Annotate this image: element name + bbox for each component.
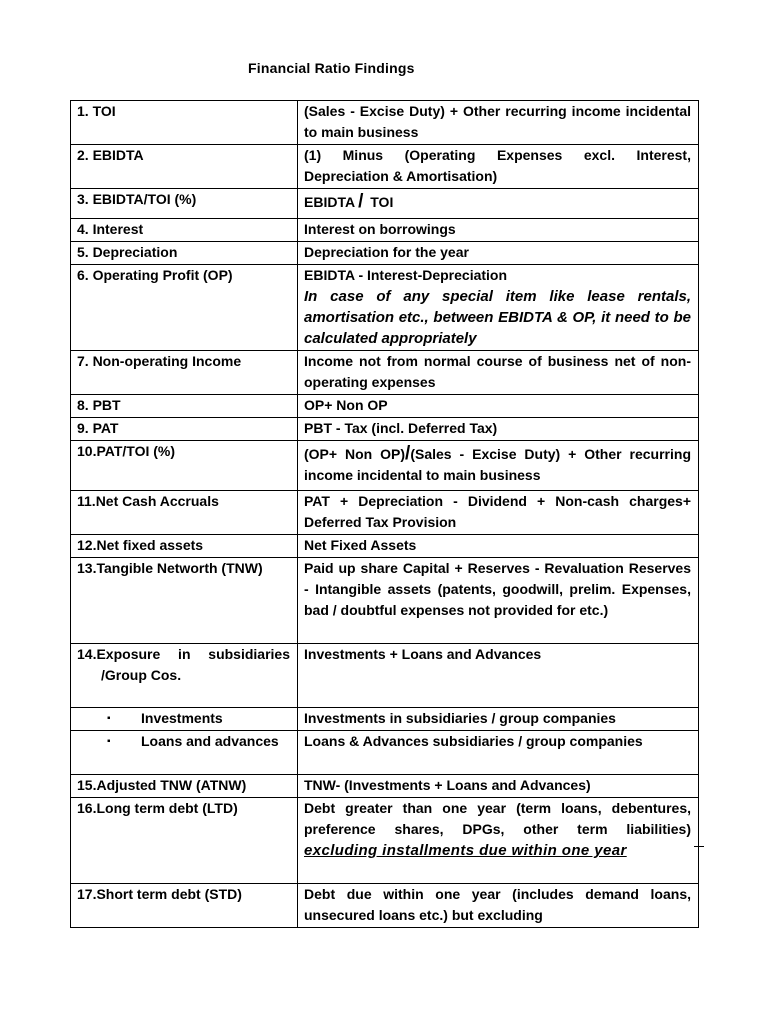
formula-denominator: TOI <box>370 194 394 210</box>
table-row <box>71 145 699 189</box>
term-cell <box>71 731 298 775</box>
term-cell <box>71 418 298 441</box>
definition-text: Paid up share Capital + Reserves - Revaluation Reserves - Intangible assets (patents, goodwill, prelim. Expenses, bad / doubtful expenses not provided for etc.) <box>304 560 691 618</box>
term-label: 1. TOI <box>77 103 116 119</box>
term-cell <box>71 101 298 145</box>
formula <box>304 189 393 213</box>
table-row <box>71 558 699 644</box>
definition-text: Debt greater than one year (term loans, debentures, preference shares, DPGs, other term liabilities) <box>304 800 691 837</box>
definition-cell <box>298 884 699 928</box>
square-bullet-icon: ▪ <box>107 736 111 747</box>
table-row <box>71 798 699 884</box>
term-cell <box>71 535 298 558</box>
term-cell <box>71 189 298 219</box>
stray-mark <box>694 846 704 847</box>
definition-cell <box>298 798 699 884</box>
definition-text: OP+ Non OP <box>304 397 388 413</box>
table-row <box>71 242 699 265</box>
divide-slash: / <box>358 191 364 212</box>
term-label: 9. PAT <box>77 420 119 436</box>
definition-cell <box>298 418 699 441</box>
page-title: Financial Ratio Findings <box>248 60 415 76</box>
table-row <box>71 731 699 775</box>
term-label: 3. EBIDTA/TOI (%) <box>77 191 197 207</box>
term-cell <box>71 441 298 491</box>
definition-text: PAT + Depreciation - Dividend + Non-cash charges+ Deferred Tax Provision <box>304 493 691 530</box>
definition-text: PBT - Tax (incl. Deferred Tax) <box>304 420 498 436</box>
formula-numerator: (OP+ Non OP) <box>304 446 406 462</box>
definition-text: Depreciation for the year <box>304 244 469 260</box>
definition-text: Investments in subsidiaries / group companies <box>304 710 616 726</box>
term-cell <box>71 798 298 884</box>
definition-text: Debt due within one year (includes demand loans, unsecured loans etc.) but excluding <box>304 886 691 923</box>
term-cell <box>71 708 298 731</box>
term-label: 4. Interest <box>77 221 144 237</box>
term-label: 7. Non-operating Income <box>77 353 242 369</box>
term-cell <box>71 395 298 418</box>
term-label: 2. EBIDTA <box>77 147 144 163</box>
table-row <box>71 418 699 441</box>
definition-text: EBIDTA - Interest-Depreciation <box>304 267 508 283</box>
sub-item <box>77 708 290 729</box>
term-cell <box>71 644 298 708</box>
table-row <box>71 884 699 928</box>
table-row <box>71 189 699 219</box>
definition-cell <box>298 731 699 775</box>
definition-cell <box>298 219 699 242</box>
formula-numerator: EBIDTA <box>304 194 356 210</box>
table-row <box>71 351 699 395</box>
definition-text: Loans & Advances subsidiaries / group companies <box>304 733 643 749</box>
table-row <box>71 265 699 351</box>
term-cell <box>71 558 298 644</box>
table-row <box>71 441 699 491</box>
definition-cell <box>298 535 699 558</box>
definition-text: Investments + Loans and Advances <box>304 646 542 662</box>
square-bullet-icon: ▪ <box>107 713 111 724</box>
definition-note: In case of any special item like lease rentals, amortisation etc., between EBIDTA & OP, it need to be calculated appropriately <box>304 288 691 347</box>
definition-emphasis: excluding installments due within one year <box>304 842 627 859</box>
table-row <box>71 101 699 145</box>
definition-text: (Sales - Excise Duty) + Other recurring income incidental to main business <box>304 103 691 140</box>
table-row <box>71 219 699 242</box>
term-label: 13.Tangible Networth (TNW) <box>77 560 263 576</box>
definition-cell <box>298 644 699 708</box>
definition-cell <box>298 145 699 189</box>
definition-cell <box>298 708 699 731</box>
definition-text: (1) Minus (Operating Expenses excl. Interest, Depreciation & Amortisation) <box>304 147 691 184</box>
term-label: Loans and advances <box>141 733 279 749</box>
definition-text: Interest on borrowings <box>304 221 456 237</box>
term-label: 8. PBT <box>77 397 121 413</box>
term-cell <box>71 265 298 351</box>
sub-item <box>77 731 290 752</box>
definition-cell <box>298 101 699 145</box>
definition-cell <box>298 441 699 491</box>
divide-slash: / <box>405 443 411 464</box>
definition-cell <box>298 775 699 798</box>
financial-ratio-table <box>70 100 699 928</box>
table-row <box>71 775 699 798</box>
term-label: 14.Exposure in subsidiaries /Group Cos. <box>77 646 290 683</box>
term-cell <box>71 775 298 798</box>
term-label: 17.Short term debt (STD) <box>77 886 242 902</box>
term-label: 6. Operating Profit (OP) <box>77 267 233 283</box>
definition-cell <box>298 491 699 535</box>
term-label: 16.Long term debt (LTD) <box>77 800 238 816</box>
definition-cell <box>298 558 699 644</box>
term-cell <box>71 884 298 928</box>
term-label: Investments <box>141 710 223 726</box>
formula-denominator: (Sales - Excise Duty) + Other recurring income incidental to main business <box>304 446 691 483</box>
term-label: 15.Adjusted TNW (ATNW) <box>77 777 247 793</box>
definition-cell <box>298 265 699 351</box>
definition-text: Income not from normal course of business net of non-operating expenses <box>304 353 691 390</box>
definition-text: TNW- (Investments + Loans and Advances) <box>304 777 591 793</box>
definition-cell <box>298 395 699 418</box>
definition-cell <box>298 242 699 265</box>
term-label: 12.Net fixed assets <box>77 537 204 553</box>
table-row <box>71 395 699 418</box>
table-row <box>71 491 699 535</box>
definition-text: Net Fixed Assets <box>304 537 417 553</box>
term-cell <box>71 491 298 535</box>
term-label: 5. Depreciation <box>77 244 178 260</box>
term-cell <box>71 351 298 395</box>
definition-cell <box>298 351 699 395</box>
term-cell <box>71 219 298 242</box>
term-cell <box>71 145 298 189</box>
term-label: 10.PAT/TOI (%) <box>77 443 176 459</box>
term-cell <box>71 242 298 265</box>
definition-cell <box>298 189 699 219</box>
term-label: 11.Net Cash Accruals <box>77 493 219 509</box>
table-row <box>71 708 699 731</box>
table-row <box>71 535 699 558</box>
table-row <box>71 644 699 708</box>
